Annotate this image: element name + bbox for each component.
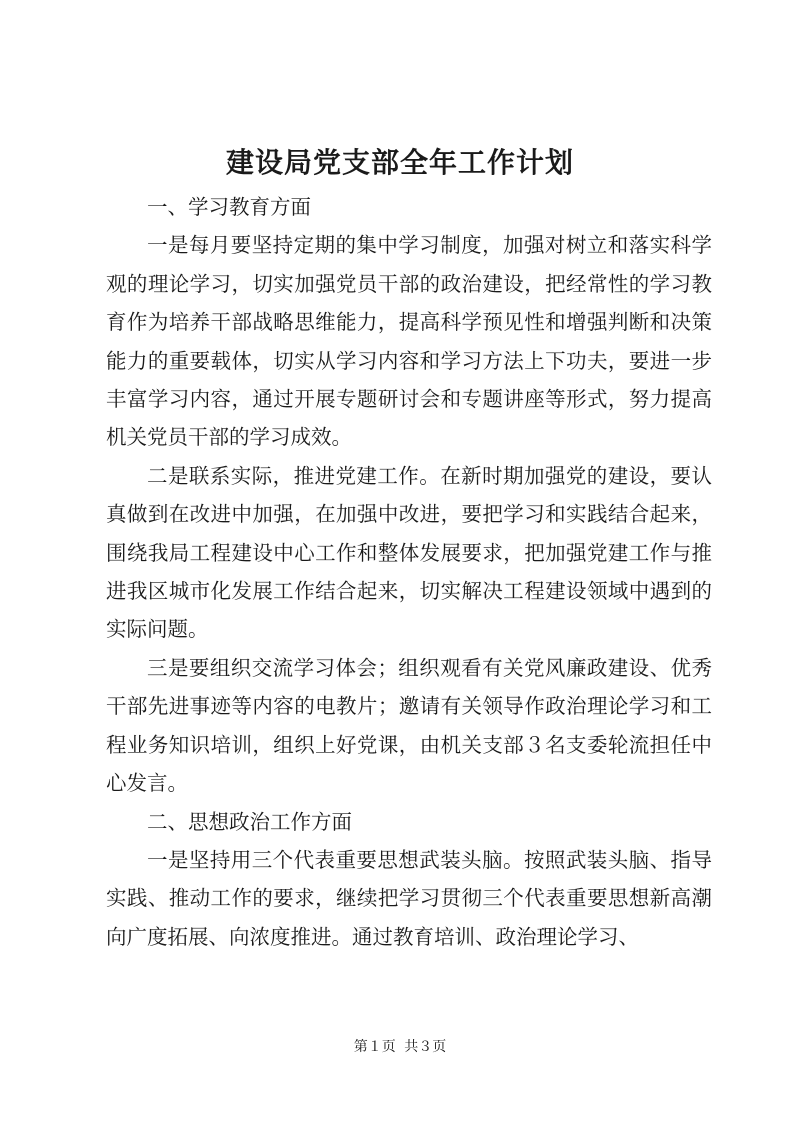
document-body	[106, 188, 712, 956]
document-title: 建设局党支部全年工作计划	[225, 146, 574, 179]
paragraph-study-1: 一是每月要坚持定期的集中学习制度，加强对树立和落实科学观的理论学习，切实加强党员干部的政治建设，把经常性的学习教育作为培养干部战略思维能力，提高科学预见性和增强判断和决策能力的重要载体，切实从学习内容和学习方法上下功夫，要进一步丰富学习内容，通过开展专题研讨会和专题讲座等形式，努力提高机关党员干部的学习成效。	[106, 233, 712, 450]
section-heading-study: 一、学习教育方面	[147, 195, 311, 219]
section-heading-political: 二、思想政治工作方面	[147, 809, 352, 834]
page-footer	[0, 1037, 800, 1057]
page-number: 第１页	[353, 1039, 396, 1055]
paragraph-political-1: 一是坚持用三个代表重要思想武装头脑。按照武装头脑、指导实践、推动工作的要求，继续把学习贯彻三个代表重要思想新高潮向广度拓展、向浓度推进。通过教育培训、政治理论学习、	[106, 847, 712, 949]
paragraph-study-3: 三是要组织交流学习体会；组织观看有关党风廉政建设、优秀干部先进事迹等内容的电教片；邀请有关领导作政治理论学习和工程业务知识培训，组织上好党课，由机关支部３名支委轮流担任中心发言。	[106, 655, 712, 796]
paragraph-study-2: 二是联系实际，推进党建工作。在新时期加强党的建设，要认真做到在改进中加强，在加强中改进，要把学习和实践结合起来，围绕我局工程建设中心工作和整体发展要求，把加强党建工作与推进我区城市化发展工作结合起来，切实解决工程建设领域中遇到的实际问题。	[106, 463, 712, 642]
page-total: 共３页	[404, 1039, 447, 1055]
